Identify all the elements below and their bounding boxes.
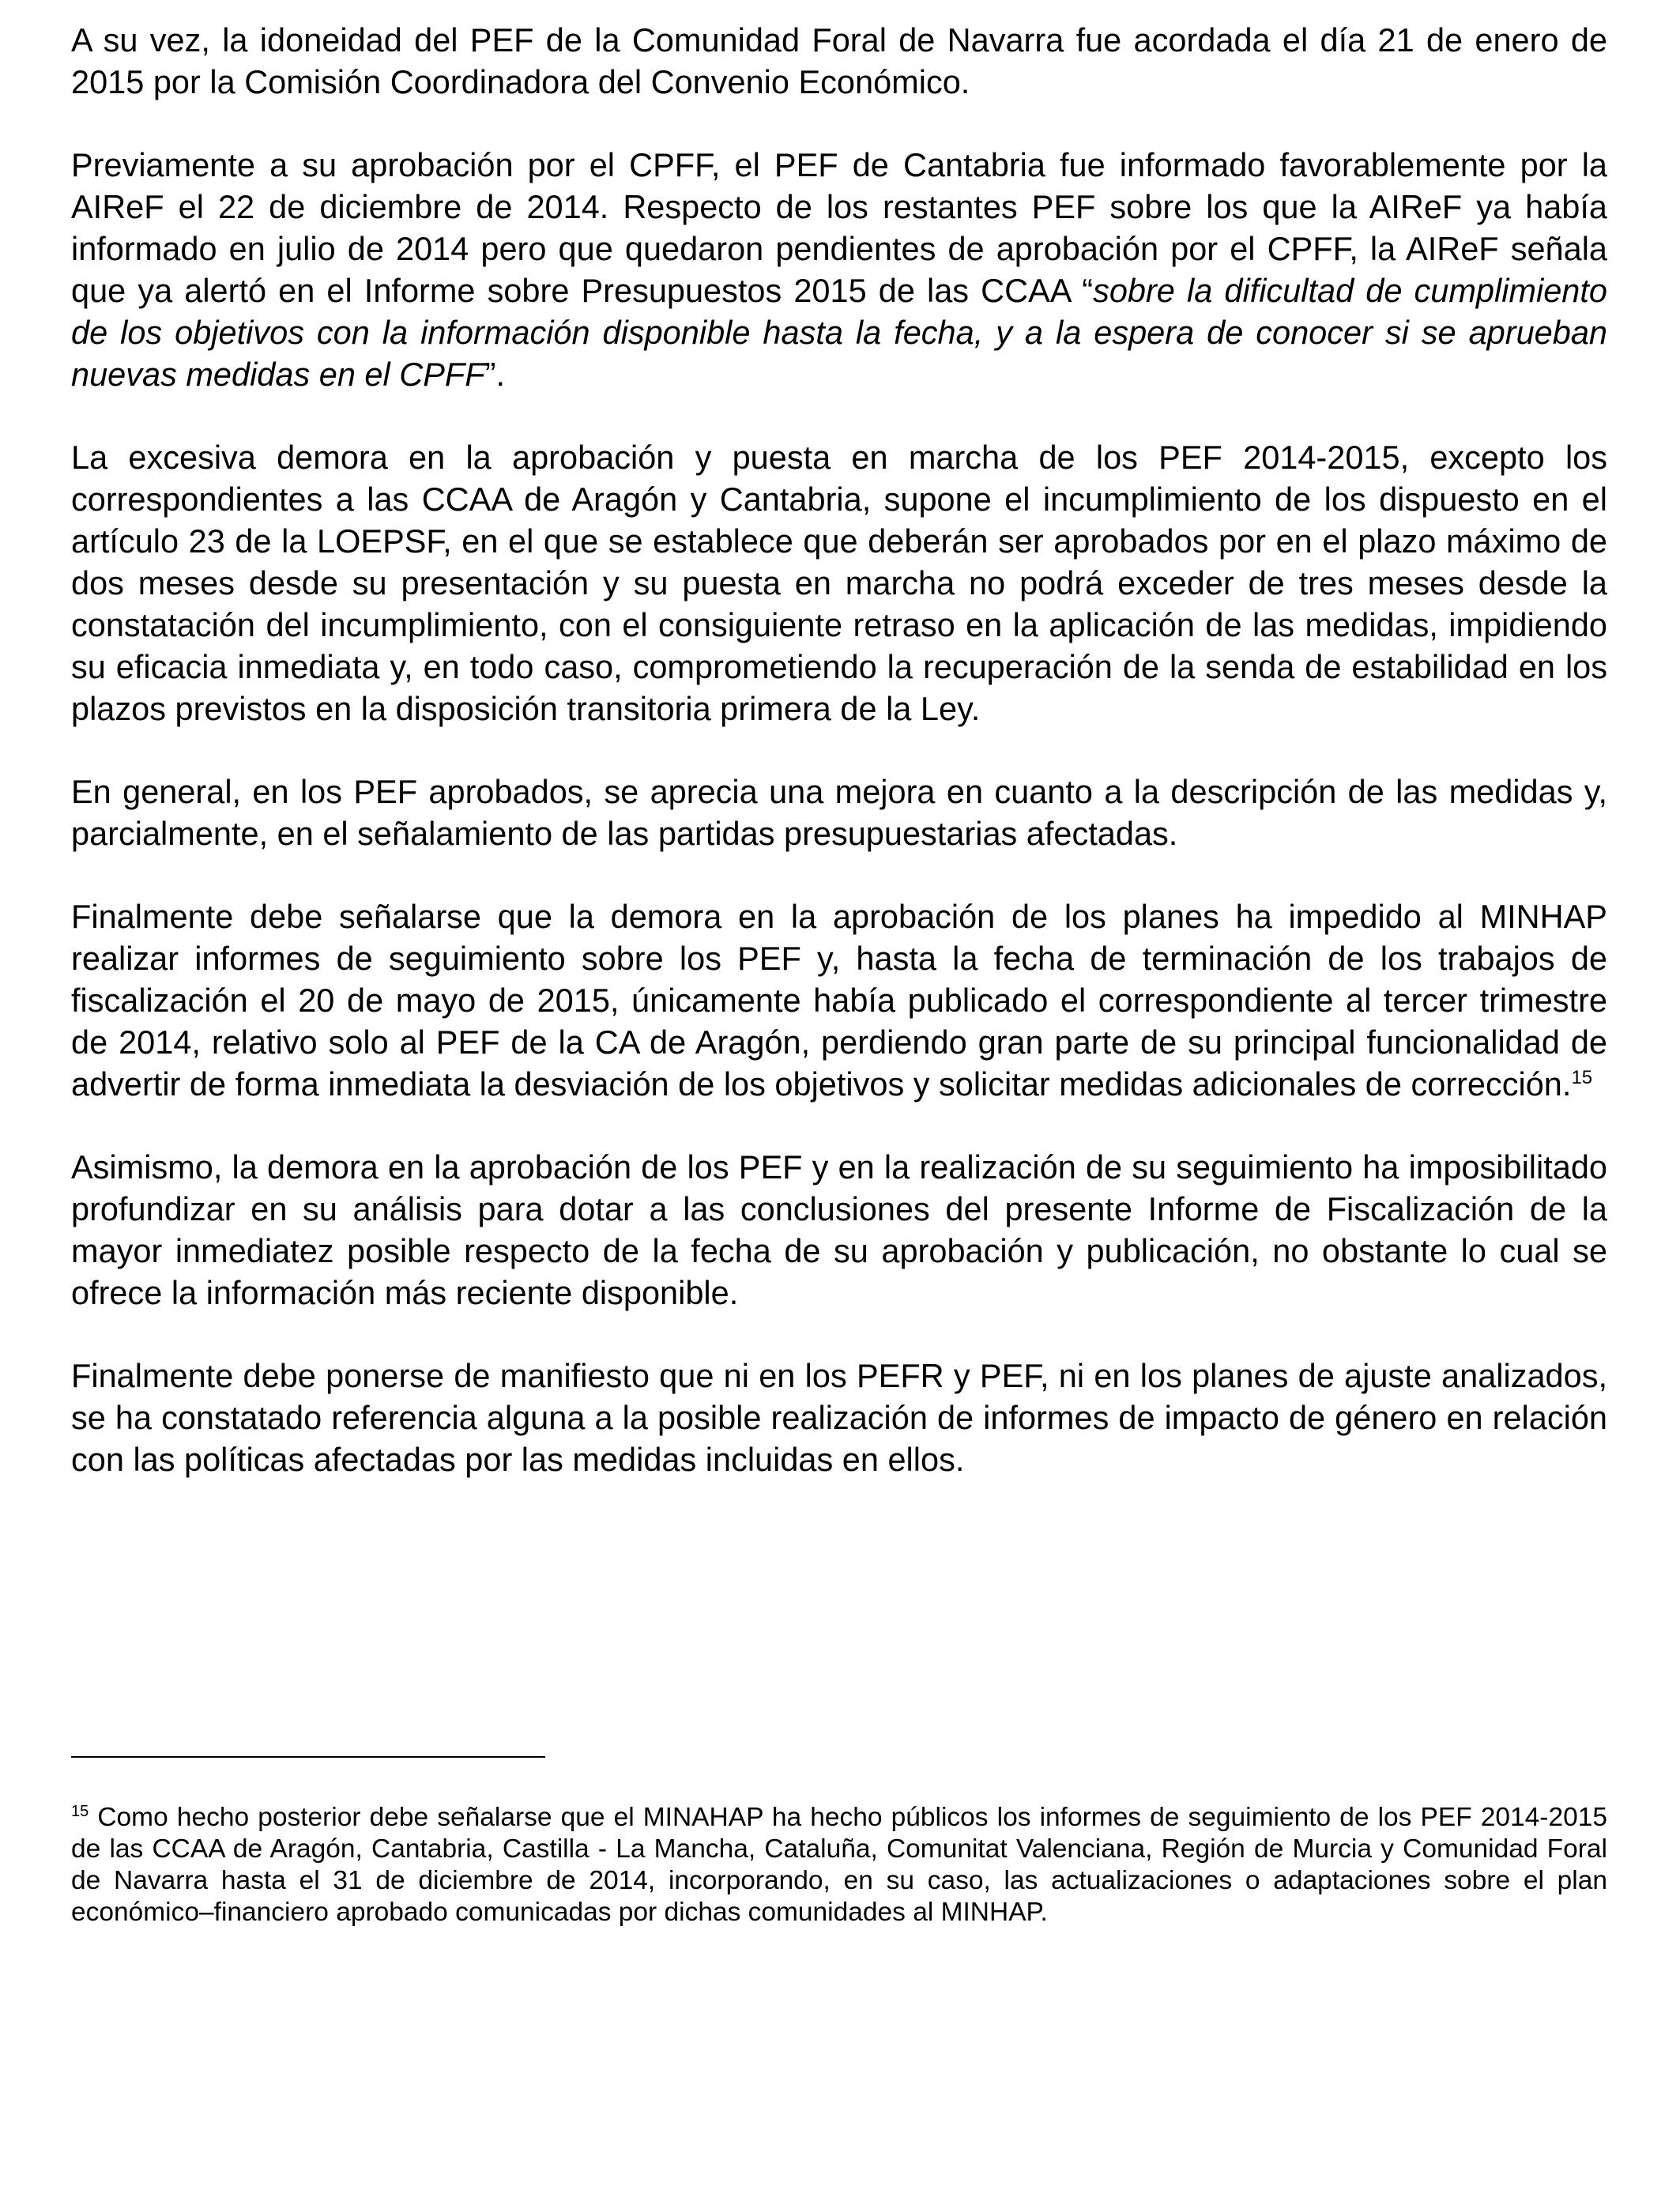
paragraph-navarra-pef: A su vez, la idoneidad del PEF de la Comunidad Foral de Navarra fue acordada el día 21 de enero de 2015 por la Comisión Coordinadora del Convenio Económico. (71, 21, 1607, 100)
footnote-separator (71, 1756, 545, 1758)
paragraph-text: Finalmente debe señalarse que la demora en la aprobación de los planes ha impedido al MINHAP realizar informes de seguimiento sobre los PEF y, hasta la fecha de terminación de los trabajos de fiscalización el 20 de mayo de 2015, únicamente había publicado el correspondiente al tercer trimestre de 2014, relativo solo al PEF de la CA de Aragón, perdiendo gran parte de su principal funcionalidad de advertir de forma inmediata la desviación de los objetivos y solicitar medidas adicionales de corrección. (71, 898, 1607, 1103)
paragraph-analysis-depth: Asimismo, la demora en la aprobación de los PEF y en la realización de su seguimiento ha imposibilitado profundizar en su análisis para dotar a las conclusiones del presente Informe de Fiscalización de la mayor inmediatez posible respecto de la fecha de su aprobación y publicación, no obstante lo cual se ofrece la información más reciente disponible. (71, 1148, 1607, 1311)
footnote-number: 15 (71, 1802, 89, 1820)
paragraph-minhap-monitoring (71, 895, 1607, 1105)
paragraph-general-improvement: En general, en los PEF aprobados, se aprecia una mejora en cuanto a la descripción de las medidas y, parcialmente, en el señalamiento de las partidas presupuestarias afectadas. (71, 773, 1607, 852)
footnote-reference[interactable]: 15 (1571, 1067, 1593, 1089)
document-body (71, 19, 1607, 1480)
paragraph-excessive-delay: La excesiva demora en la aprobación y puesta en marcha de los PEF 2014-2015, excepto los correspondientes a las CCAA de Aragón y Cantabria, supone el incumplimiento de los dispuesto en el artículo 23 de la LOEPSF, en el que se establece que deberán ser aprobados por en el plazo máximo de dos meses desde su presentación y su puesta en marcha no podrá exceder de tres meses desde la constatación del incumplimiento, con el consiguiente retraso en la aplicación de las medidas, impidiendo su eficacia inmediata y, en todo caso, comprometiendo la recuperación de la senda de estabilidad en los plazos previstos en la disposición transitoria primera de la Ley. (71, 439, 1607, 727)
paragraph-text: Previamente a su aprobación por el CPFF, el PEF de Cantabria fue informado favorablemente por la AIReF el 22 de diciembre de 2014. Respecto de los restantes PEF sobre los que la AIReF ya había informado en julio de 2014 pero que quedaron pendientes de aprobación por el CPFF, la AIReF señala que ya alertó en el Informe sobre Presupuestos 2015 de las CCAA “ (71, 146, 1607, 309)
paragraph-text: ”. (484, 356, 505, 393)
paragraph-gender-impact: Finalmente debe ponerse de manifiesto que ni en los PEFR y PEF, ni en los planes de ajuste analizados, se ha constatado referencia alguna a la posible realización de informes de impacto de género en relación con las políticas afectadas por las medidas incluidas en ellos. (71, 1357, 1607, 1478)
paragraph-cantabria-pef (71, 144, 1607, 395)
footnote-text: Como hecho posterior debe señalarse que el MINAHAP ha hecho públicos los informes de seguimiento de los PEF 2014-2015 de las CCAA de Aragón, Cantabria, Castilla - La Mancha, Cataluña, Comunitat Valenciana, Región de Murcia y Comunidad Foral de Navarra hasta el 31 de diciembre de 2014, incorporando, en su caso, las actualizaciones o adaptaciones sobre el plan económico–financiero aprobado comunicadas por dichas comunidades al MINHAP. (71, 1803, 1607, 1927)
footnote (71, 1802, 1607, 1928)
quoted-text: sobre la dificultad de cumplimiento de los objetivos con la información disponible hasta la fecha, y a la espera de conocer si se aprueban nuevas medidas en el CPFF (71, 272, 1607, 393)
